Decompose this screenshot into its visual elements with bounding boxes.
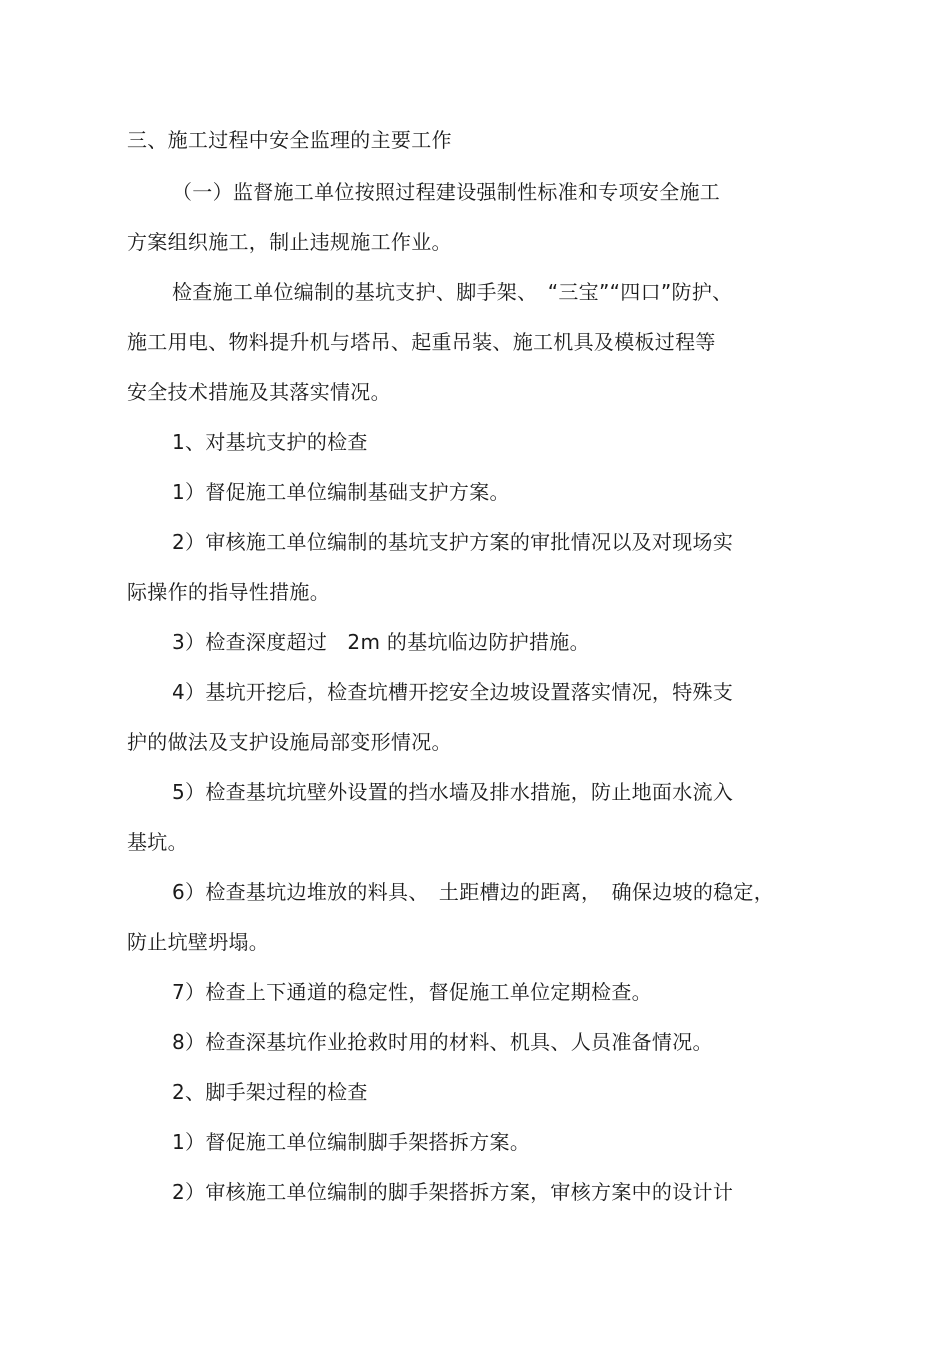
list-item: 6）检查基坑边堆放的料具、 土距槽边的距离， 确保边坡的稳定， (172, 880, 775, 904)
list-item: 2）审核施工单位编制的脚手架搭拆方案，审核方案中的设计计 (172, 1180, 734, 1204)
paragraph-line: 检查施工单位编制的基坑支护、脚手架、 “三宝”“四口”防护、 (172, 280, 733, 304)
section-heading: 三、施工过程中安全监理的主要工作 (127, 128, 452, 152)
list-item-continuation: 护的做法及支护设施局部变形情况。 (127, 730, 452, 754)
list-item: 5）检查基坑坑壁外设置的挡水墙及排水措施，防止地面水流入 (172, 780, 734, 804)
paragraph-line: 安全技术措施及其落实情况。 (127, 380, 391, 404)
item-heading: 2、脚手架过程的检查 (172, 1080, 368, 1104)
item-heading: 1、对基坑支护的检查 (172, 430, 368, 454)
list-item-continuation: 防止坑壁坍塌。 (127, 930, 270, 954)
list-item: 3）检查深度超过 2m 的基坑临边防护措施。 (172, 630, 590, 654)
paragraph-line: 方案组织施工，制止违规施工作业。 (127, 230, 452, 254)
list-item-continuation: 际操作的指导性措施。 (127, 580, 330, 604)
list-item-continuation: 基坑。 (127, 830, 188, 854)
subsection-heading: （一）监督施工单位按照过程建设强制性标准和专项安全施工 (172, 180, 721, 204)
list-item: 2）审核施工单位编制的基坑支护方案的审批情况以及对现场实 (172, 530, 734, 554)
list-item: 1）督促施工单位编制脚手架搭拆方案。 (172, 1130, 531, 1154)
paragraph-line: 施工用电、物料提升机与塔吊、起重吊装、施工机具及模板过程等 (127, 330, 716, 354)
list-item: 1）督促施工单位编制基础支护方案。 (172, 480, 510, 504)
list-item: 4）基坑开挖后，检查坑槽开挖安全边坡设置落实情况，特殊支 (172, 680, 734, 704)
list-item: 8）检查深基坑作业抢救时用的材料、机具、人员准备情况。 (172, 1030, 713, 1054)
list-item: 7）检查上下通道的稳定性，督促施工单位定期检查。 (172, 980, 652, 1004)
